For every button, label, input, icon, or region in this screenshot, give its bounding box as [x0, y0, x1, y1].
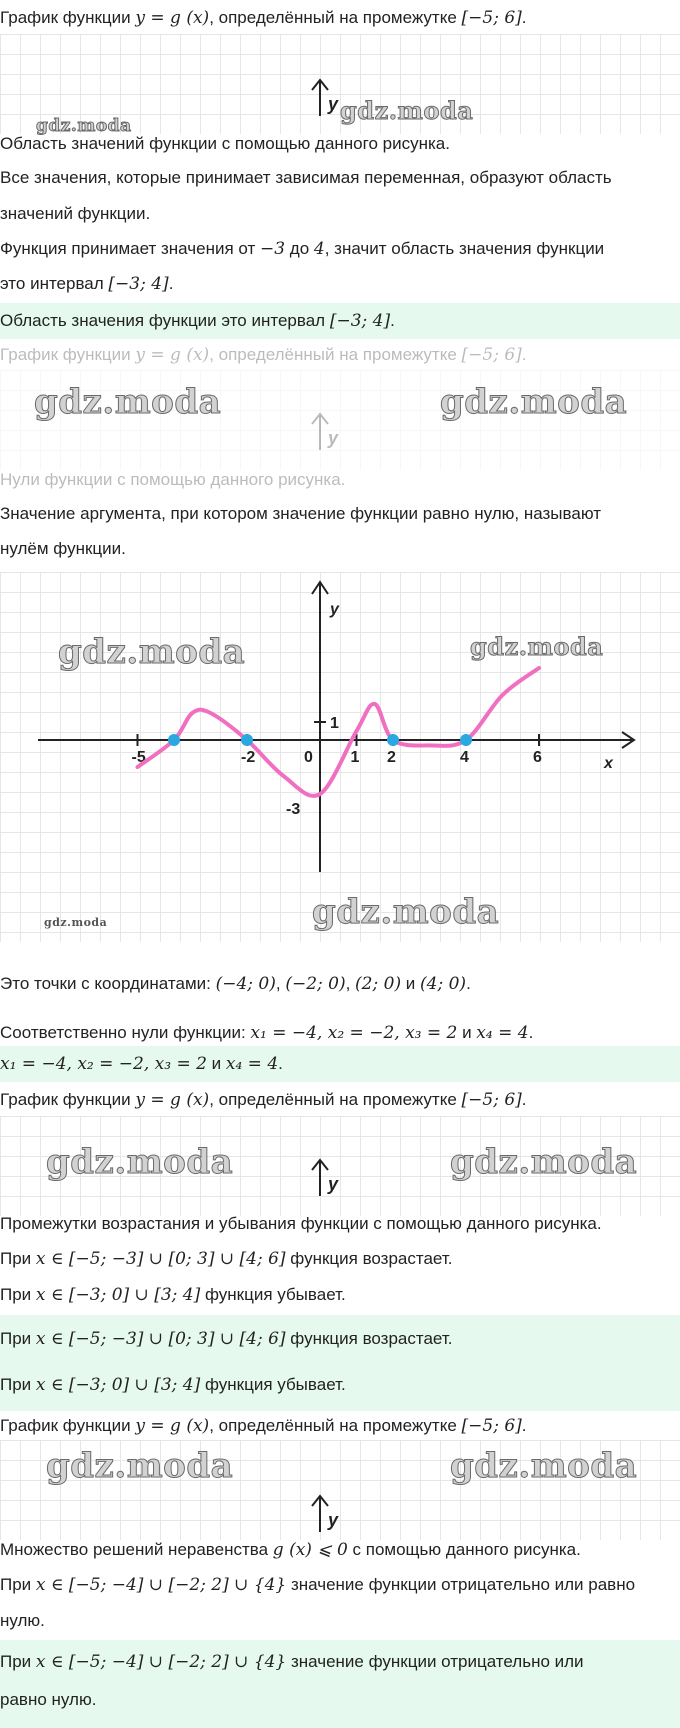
- zero-point: [387, 734, 399, 746]
- watermark: gdz.moda: [46, 1446, 234, 1486]
- watermark: gdz.moda: [440, 382, 628, 422]
- s2-points: Это точки с координатами: (−4; 0), (−2; 0), (2; 0) и (4; 0).: [0, 974, 471, 994]
- zero-point: [168, 734, 180, 746]
- s2-graph-area: [0, 572, 680, 942]
- x-tick-label: -5: [131, 749, 146, 766]
- x-tick-label: -2: [241, 749, 256, 766]
- s3-answer-line: При x ∈ [−3; 0] ∪ [3; 4] функция убывает.: [0, 1375, 346, 1395]
- s4-graph-area: [0, 1440, 680, 1540]
- s2-question: Нули функции с помощью данного рисунка.: [0, 470, 346, 489]
- watermark: gdz.moda: [312, 892, 500, 932]
- watermark: gdz.moda: [340, 96, 474, 125]
- watermark: gdz.moda: [450, 1446, 638, 1486]
- s3-paragraph: При x ∈ [−5; −3] ∪ [0; 3] ∪ [4; 6] функция возрастает.: [0, 1249, 453, 1269]
- s3-paragraph: При x ∈ [−3; 0] ∪ [3; 4] функция убывает.: [0, 1285, 346, 1305]
- s4-answer-line: При x ∈ [−5; −4] ∪ [−2; 2] ∪ {4} значение функции отрицательно или: [0, 1652, 584, 1672]
- y-axis-label: y: [328, 428, 339, 448]
- s3-answer: [0, 1315, 680, 1411]
- watermark: gdz.moda: [34, 382, 222, 422]
- watermark: gdz.moda: [46, 1142, 234, 1182]
- s2-zeros: Соответственно нули функции: x₁ = −4, x₂ = −2, x₃ = 2 и x₄ = 4.: [0, 1023, 534, 1043]
- s1-question: Область значений функции с помощью данного рисунка.: [0, 134, 450, 153]
- s1-paragraph: Функция принимает значения от −3 до 4, значит область значения функции: [0, 239, 605, 259]
- s4-question: Множество решений неравенства g (x) ⩽ 0 с помощью данного рисунка.: [0, 1540, 581, 1560]
- zero-point: [460, 734, 472, 746]
- x-tick-label: 2: [387, 749, 396, 766]
- x-tick-label: 1: [350, 749, 360, 766]
- watermark: gdz.moda: [450, 1142, 638, 1182]
- s2-paragraph: Значение аргумента, при котором значение функции равно нулю, называют: [0, 504, 601, 523]
- s4-paragraph: При x ∈ [−5; −4] ∪ [−2; 2] ∪ {4} значение функции отрицательно или равно: [0, 1575, 636, 1595]
- y-tick-label: 1: [330, 715, 339, 732]
- s2-title: График функции y = g (x), определённый на промежутке [−5; 6].: [0, 345, 527, 365]
- s3-answer-line: При x ∈ [−5; −3] ∪ [0; 3] ∪ [4; 6] функция возрастает.: [0, 1329, 453, 1349]
- s2-answer: x₁ = −4, x₂ = −2, x₃ = 2 и x₄ = 4.: [0, 1046, 680, 1082]
- x-axis-label: x: [604, 755, 613, 772]
- x-tick-label: 6: [533, 749, 542, 766]
- s1-answer: Область значения функции это интервал [−3; 4].: [0, 303, 680, 339]
- function-graph: [0, 572, 680, 942]
- watermark: gdz.moda: [36, 116, 132, 136]
- s4-title: График функции y = g (x), определённый на промежутке [−5; 6].: [0, 1416, 527, 1436]
- s4-answer-line: равно нулю.: [0, 1690, 97, 1709]
- s4-paragraph: нулю.: [0, 1611, 45, 1630]
- y-axis-label: y: [328, 94, 339, 114]
- y-axis-label: y: [328, 1510, 339, 1530]
- y-axis-label: y: [328, 1174, 339, 1194]
- y-tick-label: -3: [286, 801, 301, 818]
- s1-title: График функции y = g (x), определённый на промежутке [−5; 6].: [0, 8, 527, 28]
- s2-paragraph: нулём функции.: [0, 539, 126, 558]
- zero-point: [241, 734, 253, 746]
- s3-graph-area: [0, 1116, 680, 1216]
- s4-answer: [0, 1640, 680, 1728]
- s3-title: График функции y = g (x), определённый на промежутке [−5; 6].: [0, 1090, 527, 1110]
- watermark: gdz.moda: [470, 632, 604, 661]
- x-tick-label: 0: [304, 749, 313, 766]
- s1-paragraph: Все значения, которые принимает зависимая переменная, образуют область: [0, 168, 612, 187]
- s1-graph-area: [0, 34, 680, 134]
- s1-paragraph: это интервал [−3; 4].: [0, 274, 174, 294]
- watermark: gdz.moda: [44, 916, 108, 929]
- s1-paragraph: значений функции.: [0, 204, 151, 223]
- s3-question: Промежутки возрастания и убывания функции с помощью данного рисунка.: [0, 1214, 602, 1233]
- y-axis-label: y: [330, 601, 339, 618]
- x-tick-label: 4: [460, 749, 469, 766]
- watermark: gdz.moda: [58, 632, 246, 672]
